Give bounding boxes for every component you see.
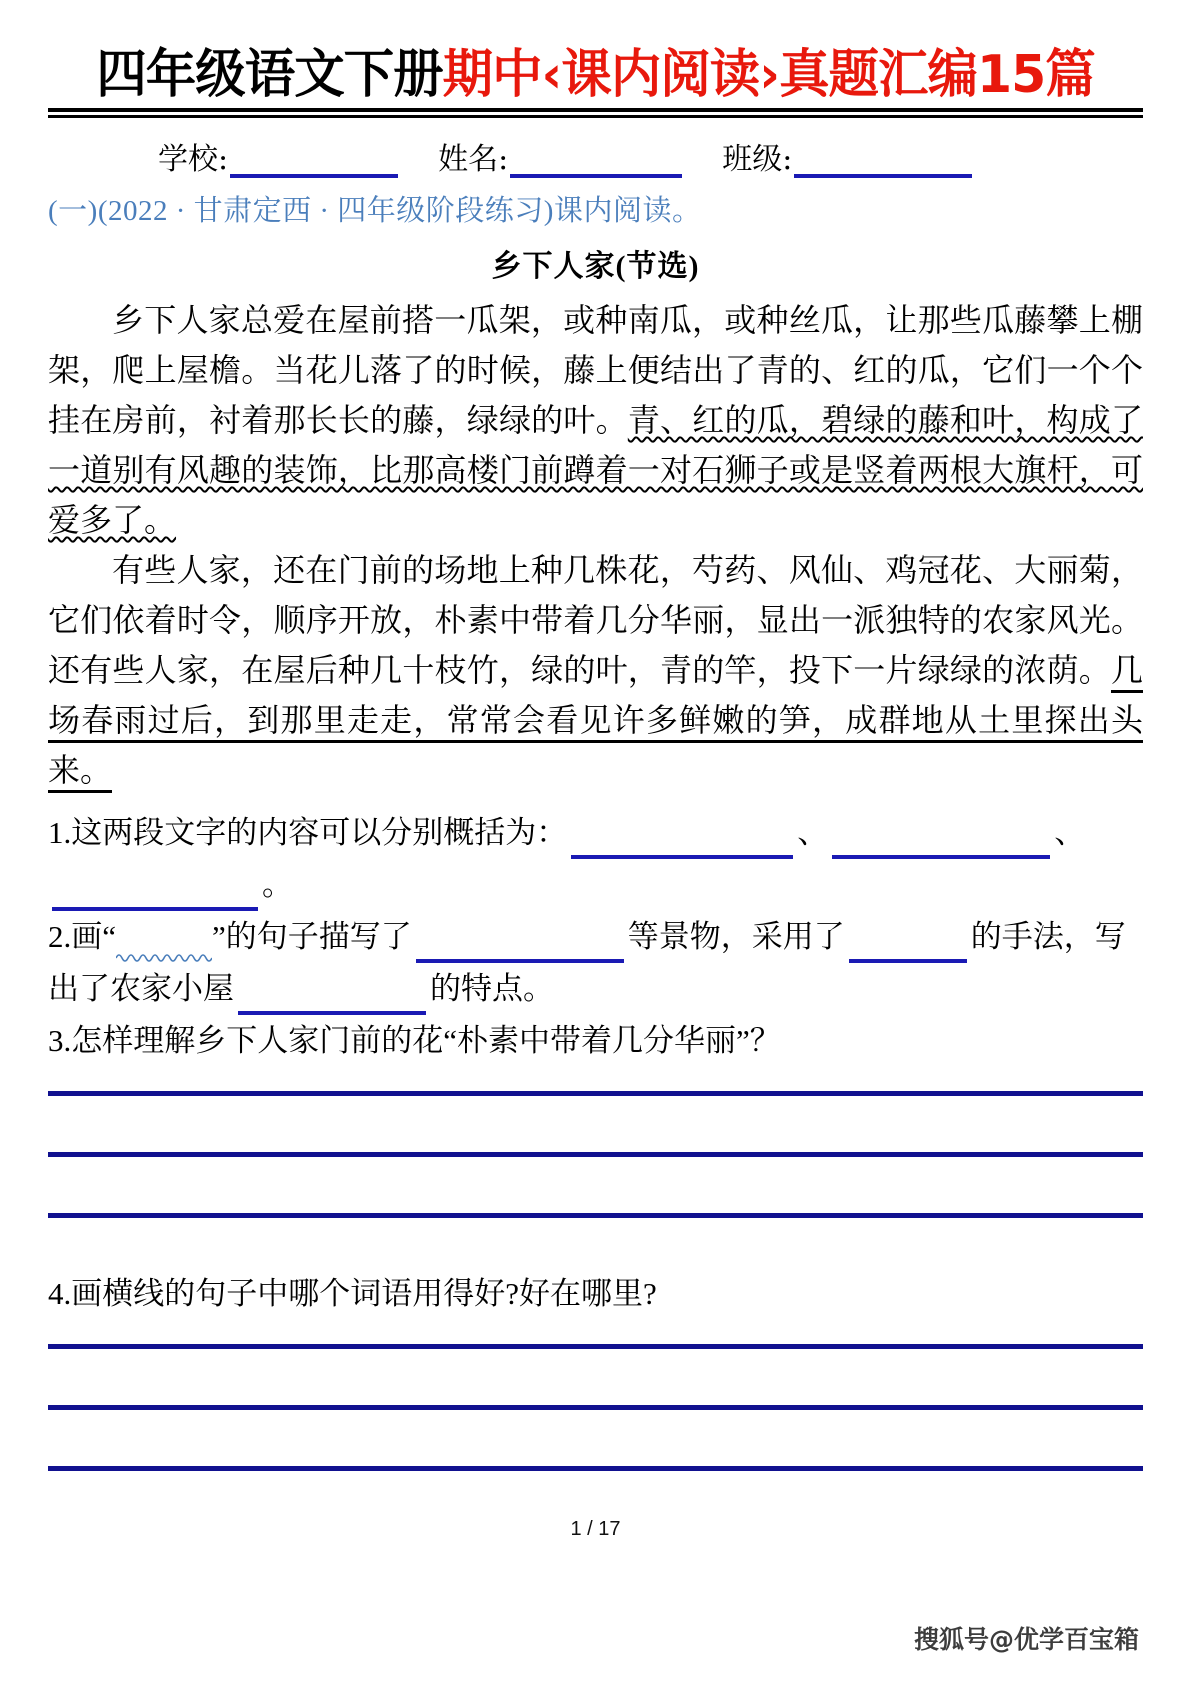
- question-4-answer-area: [48, 1326, 1143, 1471]
- paragraph-1-wavy-underlined: 青、红的瓜，碧绿的藤和叶，构成了一道别有风趣的装饰，比那高楼门前蹲着一对石狮子或是竖着两根大旗杆，可爱多了。: [48, 402, 1143, 539]
- question-3-text: 怎样理解乡下人家门前的花“朴素中带着几分华丽”？: [71, 1023, 781, 1059]
- paragraph-2-plain: 有些人家，还在门前的场地上种几株花，芍药、风仙、鸡冠花、大丽菊，它们依着时令，顺序开放，朴素中带着几分华丽，显出一派独特的农家风光。还有些人家，在屋后种几十枝竹，绿的叶，青的竿，投下一片绿绿的浓荫。: [48, 552, 1143, 689]
- article-paragraph-2: [48, 545, 1143, 795]
- answer-rule[interactable]: [48, 1152, 1143, 1157]
- answer-rule[interactable]: [48, 1466, 1143, 1471]
- questions-section: [48, 807, 1143, 1471]
- class-input-blank[interactable]: [794, 144, 972, 178]
- question-2-text-c: 等景物，采用了: [627, 919, 845, 955]
- school-input-blank[interactable]: [230, 144, 398, 178]
- question-2-number: 2.: [48, 919, 72, 955]
- paragraph-2-underlined: 几场春雨过后，到那里走走，常常会看见许多鲜嫩的笋，成群地从土里探出头来。: [48, 652, 1143, 793]
- question-3: [48, 1015, 1143, 1067]
- school-field: [158, 134, 398, 178]
- question-1-separator-1: 、: [797, 815, 829, 851]
- title-block: [48, 0, 1143, 118]
- article-paragraph-1: [48, 295, 1143, 545]
- question-3-number: 3.: [48, 1023, 72, 1059]
- question-1-blank-3[interactable]: [52, 881, 258, 911]
- question-3-answer-area: [48, 1073, 1143, 1218]
- question-2-text-d: 的手法，写出了农家小屋: [48, 919, 1126, 1007]
- question-2-text-b: ”的句子描写了: [212, 919, 412, 955]
- question-4-number: 4.: [48, 1276, 72, 1312]
- document-title-black: 四年级语文下册: [96, 45, 443, 105]
- question-2-blank-2[interactable]: [849, 933, 967, 963]
- question-1-blank-1[interactable]: [571, 829, 793, 859]
- question-1: [48, 807, 1143, 911]
- answer-rule[interactable]: [48, 1213, 1143, 1218]
- article-body: [48, 295, 1143, 795]
- source-attribution: (一)(2022 · 甘肃定西 · 四年级阶段练习)课内阅读。: [48, 195, 702, 228]
- answer-rule[interactable]: [48, 1405, 1143, 1410]
- name-input-blank[interactable]: [510, 144, 682, 178]
- question-4: [48, 1268, 1143, 1320]
- watermark: 搜狐号@优学百宝箱: [913, 1625, 1139, 1654]
- question-4-text: 画横线的句子中哪个词语用得好?好在哪里?: [71, 1276, 657, 1312]
- answer-rule[interactable]: [48, 1091, 1143, 1096]
- name-field: [438, 134, 682, 178]
- wavy-line-mark-icon: [116, 941, 212, 963]
- name-label: 姓名:: [438, 142, 509, 178]
- document-title: [64, 46, 1126, 104]
- identity-row: [48, 134, 1143, 178]
- question-1-end: 。: [262, 867, 293, 903]
- answer-rule[interactable]: [48, 1344, 1143, 1349]
- article-title: 乡下人家(节选): [491, 250, 700, 284]
- question-1-separator-2: 、: [1054, 815, 1086, 851]
- question-2-blank-1[interactable]: [416, 933, 624, 963]
- question-2-text-e: 的特点。: [430, 971, 554, 1007]
- spacer: [48, 1073, 1143, 1091]
- paragraph-1-plain: 乡下人家总爱在屋前搭一瓜架，或种南瓜，或种丝瓜，让那些瓜藤攀上棚架，爬上屋檐。当花儿落了的时候，藤上便结出了青的、红的瓜，它们一个个挂在房前，衬着那长长的藤，绿绿的叶。: [48, 302, 1143, 439]
- class-field: [722, 134, 972, 178]
- question-1-blank-2[interactable]: [832, 829, 1050, 859]
- question-1-text: 这两段文字的内容可以分别概括为：: [71, 815, 568, 851]
- question-2: [48, 911, 1143, 1015]
- title-divider: [48, 108, 1143, 118]
- question-1-number: 1.: [48, 815, 72, 851]
- question-2-text-a: 画“: [71, 919, 117, 955]
- document-title-red: 期中‹课内阅读›真题汇编15篇: [442, 45, 1095, 105]
- school-label: 学校:: [158, 142, 229, 178]
- page-indicator: 1 / 17: [570, 1518, 621, 1540]
- class-label: 班级:: [722, 142, 793, 178]
- question-2-blank-3[interactable]: [238, 985, 426, 1015]
- spacer: [48, 1326, 1143, 1344]
